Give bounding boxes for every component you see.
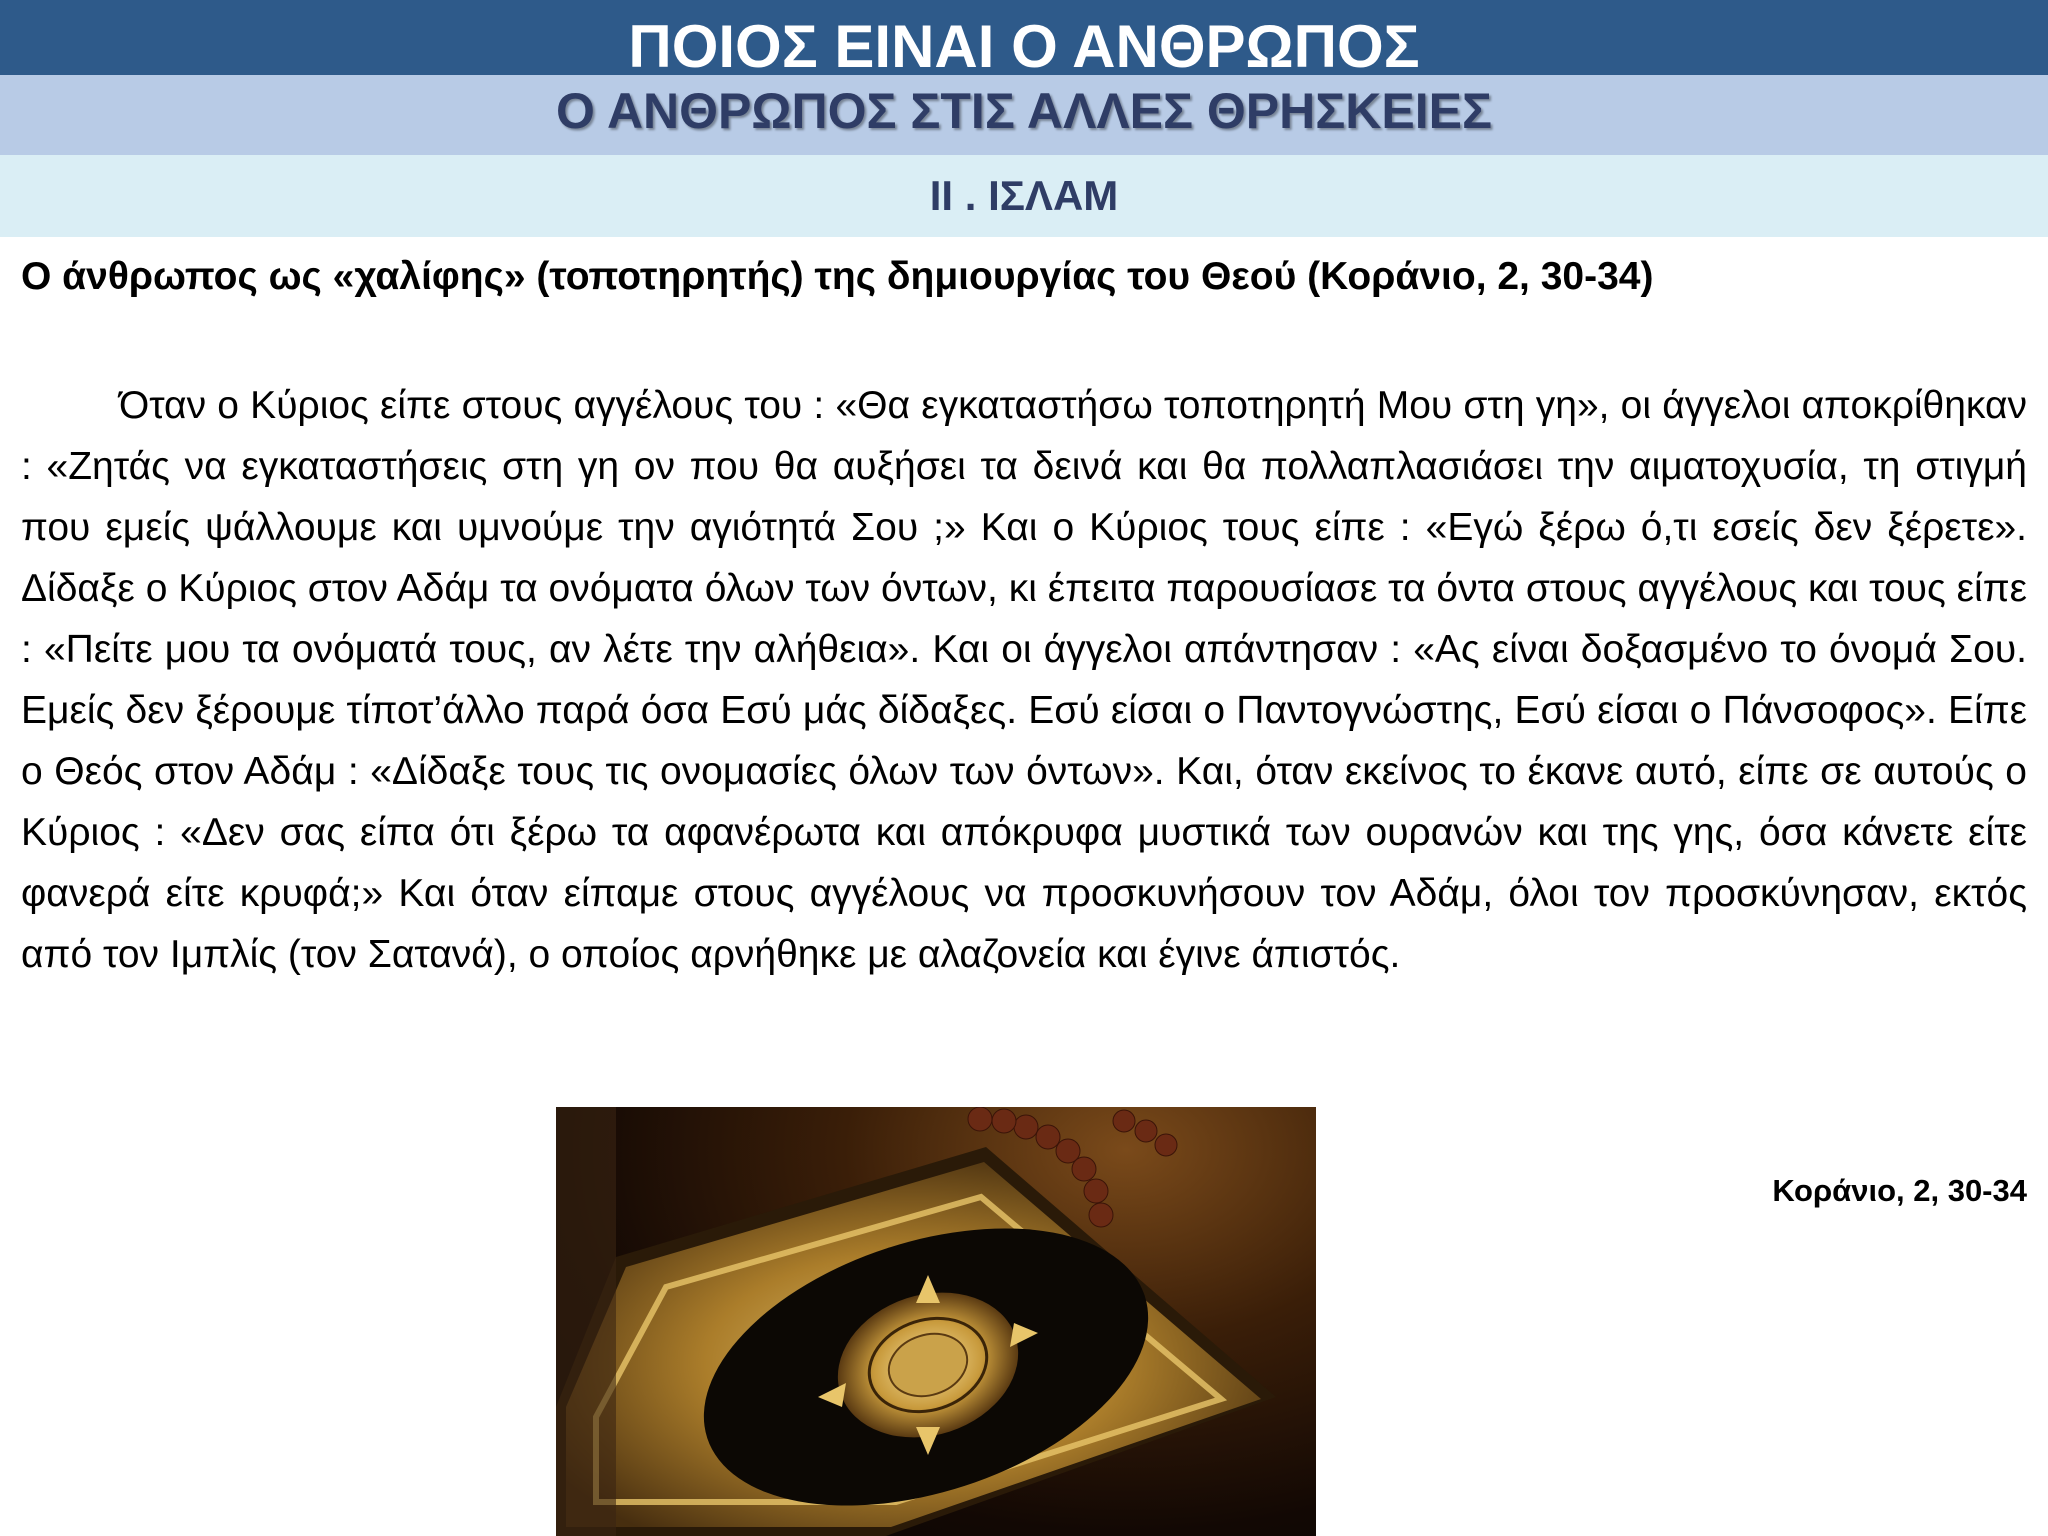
section-title: ΙΙ . ΙΣΛΑΜ: [929, 172, 1119, 219]
quote-paragraph: Όταν ο Κύριος είπε στους αγγέλους του : «Θα εγκαταστήσω τοποτηρητή Μου στη γη», οι άγγελοι αποκρίθηκαν : «Ζητάς να εγκαταστήσεις στη γη ον που θα αυξήσει τα δεινά και θα πολλαπλασιάσει την αιματοχυσία, τη στιγμή που εμείς ψάλλουμε και υμνούμε την αγιότητά Σου ;» Και ο Κύριος τους είπε : «Εγώ ξέρω ό,τι εσείς δεν ξέρετε». Δίδαξε ο Κύριος στον Αδάμ τα ονόματα όλων των όντων, κι έπειτα παρουσίασε τα όντα στους αγγέλους και τους είπε : «Πείτε μου τα ονόματά τους, αν λέτε την αλήθεια». Και οι άγγελοι απάντησαν : «Ας είναι δοξασμένο το όνομά Σου. Εμείς δεν ξέρουμε τίποτ’άλλο παρά όσα Εσύ μάς δίδαξες. Εσύ είσαι ο Παντογνώστης, Εσύ είσαι ο Πάνσοφος». Είπε ο Θεός στον Αδάμ : «Δίδαξε τους τις ονομασίες όλων των όντων». Και, όταν εκείνος το έκανε αυτό, είπε σε αυτούς ο Κύριος : «Δεν σας είπα ότι ξέρω τα αφανέρωτα και απόκρυφα μυστικά των ουρανών και της γης, όσα κάνετε είτε φανερά είτε κρυφά;» Και όταν είπαμε στους αγγέλους να προσκυνήσουν τον Αδάμ, όλοι τον προσκύνησαν, εκτός από τον Ιμπλίς (τον Σατανά), ο οποίος αρνήθηκε με αλαζονεία και έγινε άπιστός.: [21, 384, 2027, 976]
quran-book-photo: [556, 1107, 1316, 1536]
section-bar: [0, 155, 2048, 237]
slide-title: ΠΟΙΟΣ ΕΙΝΑΙ Ο ΑΝΘΡΩΠΟΣ: [628, 13, 1420, 75]
title-bar: [0, 0, 2048, 75]
citation: Κοράνιο, 2, 30-34: [1772, 1173, 2027, 1208]
subtitle-bar: [0, 75, 2048, 155]
slide-subtitle: Ο ΑΝΘΡΩΠΟΣ ΣΤΙΣ ΑΛΛΕΣ ΘΡΗΣΚΕΙΕΣ: [556, 83, 1492, 139]
content-heading: Ο άνθρωπος ως «χαλίφης» (τοποτηρητής) της δημιουργίας του Θεού (Κοράνιο, 2, 30-34): [21, 255, 1654, 298]
